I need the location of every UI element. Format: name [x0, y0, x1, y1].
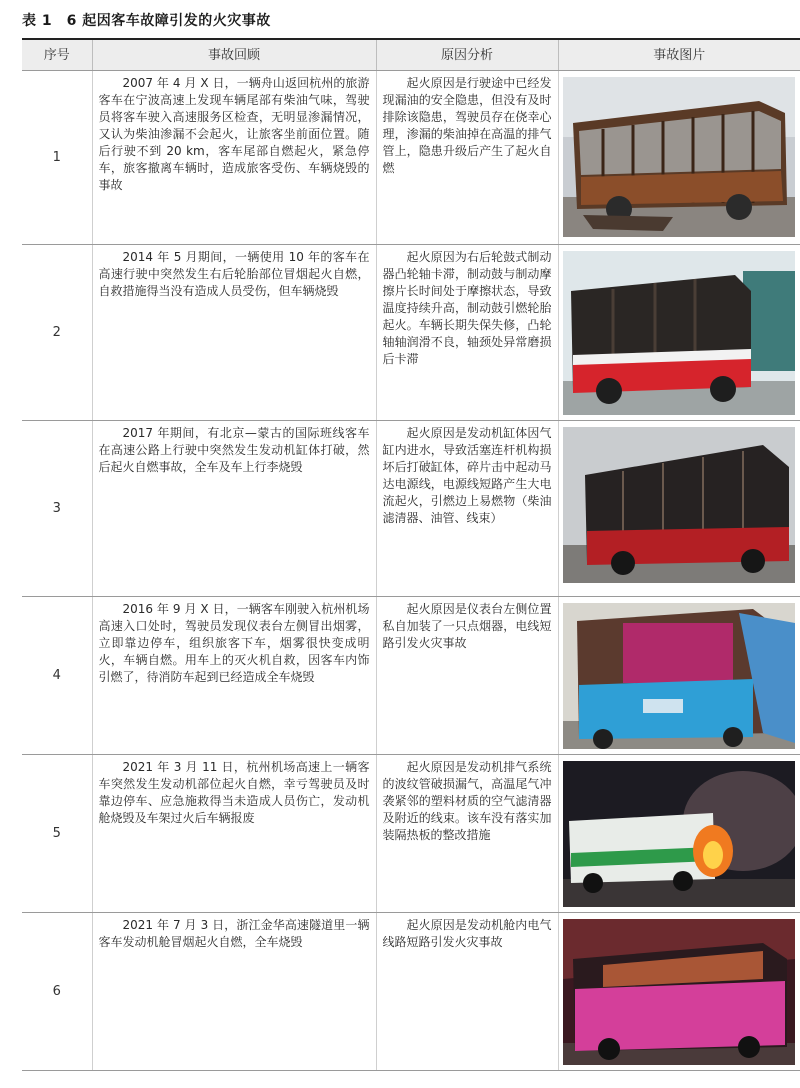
table-row [22, 755, 800, 913]
header-no: 序号 [22, 40, 92, 71]
table-row [22, 597, 800, 755]
accident-photo [563, 603, 795, 749]
row-number: 4 [22, 597, 92, 755]
row-number: 6 [22, 913, 92, 1071]
accident-table [22, 40, 800, 1071]
row-number: 3 [22, 421, 92, 597]
review-cell: 2016 年 9 月 X 日，一辆客车刚驶入杭州机场高速入口处时，驾驶员发现仪表台左侧冒出烟雾，立即靠边停车，组织旅客下车，烟雾很快变成明火，车辆自燃。用车上的灭火机自救，因客车内饰引燃了，待消防车起到已经造成全车烧毁 [92, 597, 376, 755]
table-row [22, 245, 800, 421]
table-header-row [22, 40, 800, 71]
photo-cell [558, 597, 800, 755]
table-row [22, 421, 800, 597]
table-row [22, 913, 800, 1071]
cause-cell: 起火原因为右后轮鼓式制动器凸轮轴卡滞，制动鼓与制动摩擦片长时间处于摩擦状态，导致温度持续升高，制动鼓引燃轮胎起火。车辆长期失保失修，凸轮轴轴润滑不良，轴颈处异常磨损后卡滞 [376, 245, 558, 421]
accident-photo [563, 761, 795, 907]
accident-photo [563, 77, 795, 237]
review-cell: 2017 年期间，有北京—蒙古的国际班线客车在高速公路上行驶中突然发生发动机缸体打破，然后起火自燃事故，全车及车上行李烧毁 [92, 421, 376, 597]
accident-photo [563, 427, 795, 583]
cause-cell: 起火原因是发动机排气系统的波纹管破损漏气，高温尾气冲袭紧邻的塑料材质的空气滤清器及附近的线束。该车没有落实加装隔热板的整改措施 [376, 755, 558, 913]
photo-cell [558, 245, 800, 421]
review-cell: 2007 年 4 月 X 日，一辆舟山返回杭州的旅游客车在宁波高速上发现车辆尾部有柴油气味，驾驶员将客车驶入高速服务区检查，无明显渗漏情况，又认为柴油渗漏不会起火，让旅客坐前面位置。随后行驶不到 20 km，客车尾部自燃起火，紧急停车，旅客撤离车辆时，造成旅客受伤、车辆烧毁的事故 [92, 71, 376, 245]
row-number: 5 [22, 755, 92, 913]
photo-cell [558, 421, 800, 597]
table-caption: 表 1 6 起因客车故障引发的火灾事故 [22, 13, 271, 29]
cause-cell: 起火原因是行驶途中已经发现漏油的安全隐患，但没有及时排除该隐患，驾驶员存在侥幸心理，渗漏的柴油掉在高温的排气管上，隐患升级后产生了起火自燃 [376, 71, 558, 245]
photo-cell [558, 71, 800, 245]
header-photo: 事故图片 [558, 40, 800, 71]
row-number: 2 [22, 245, 92, 421]
table-row [22, 71, 800, 245]
header-cause: 原因分析 [376, 40, 558, 71]
header-review: 事故回顾 [92, 40, 376, 71]
accident-photo [563, 919, 795, 1065]
review-cell: 2014 年 5 月期间，一辆使用 10 年的客车在高速行驶中突然发生右后轮胎部位冒烟起火自燃，自救措施得当没有造成人员受伤，但车辆烧毁 [92, 245, 376, 421]
row-number: 1 [22, 71, 92, 245]
cause-cell: 起火原因是仪表台左侧位置私自加装了一只点烟器，电线短路引发火灾事故 [376, 597, 558, 755]
photo-cell [558, 755, 800, 913]
cause-cell: 起火原因是发动机舱内电气线路短路引发火灾事故 [376, 913, 558, 1071]
review-cell: 2021 年 3 月 11 日，杭州机场高速上一辆客车突然发生发动机部位起火自燃，幸亏驾驶员及时靠边停车、应急施救得当未造成人员伤亡，发动机舱烧毁及车架过火后车辆报废 [92, 755, 376, 913]
accident-photo [563, 251, 795, 415]
cause-cell: 起火原因是发动机缸体因气缸内进水，导致活塞连杆机构损坏后打破缸体，碎片击中起动马达电源线，电源线短路产生大电流起火，引燃边上易燃物（柴油滤清器、油管、线束） [376, 421, 558, 597]
photo-cell [558, 913, 800, 1071]
review-cell: 2021 年 7 月 3 日，浙江金华高速隧道里一辆客车发动机舱冒烟起火自燃，全车烧毁 [92, 913, 376, 1071]
